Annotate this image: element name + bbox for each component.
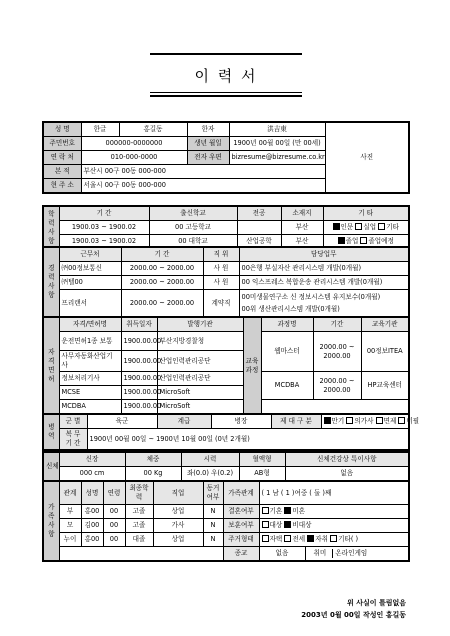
license-date[interactable]: 1900.00.00 [121,332,157,351]
checkbox[interactable] [378,223,385,230]
personal-table [42,121,410,194]
rank-label: 계급 [157,414,211,429]
table-row [43,519,409,533]
career-company[interactable]: ㈜00정보통신 [59,262,121,276]
hanja-label: 한자 [187,122,229,137]
option-label: 기타( ) [338,535,359,543]
signature-line: 2003년 0월 00일 작성인 홍길동 [301,611,406,619]
email-label: 전자 우편 [187,151,229,165]
relation-label: 가족관계 [223,481,259,505]
option-label: 미필 [406,417,420,425]
career-period[interactable]: 2000.00 ~ 2000.00 [121,276,203,290]
family-age[interactable]: 00 [103,533,125,547]
religion-value[interactable]: 없음 [259,547,305,562]
family-header-rel: 관계 [59,481,81,505]
family-header-edu: 최종학력 [125,481,153,505]
option-label: 면제 [383,417,397,425]
checkbox[interactable] [355,223,362,230]
checkbox[interactable] [376,417,383,424]
training-header-org: 교육기관 [361,317,409,332]
license-date[interactable]: 1900.00.00 [121,400,157,415]
option-label: 기타 [386,223,399,231]
option-label: 인문 [340,223,354,231]
table-row [43,276,409,290]
discharge-options [321,414,420,429]
license-name[interactable]: 정보처리기사 [59,372,121,386]
license-training-table [42,316,410,415]
photo-box: 사진 [325,122,409,193]
career-position[interactable]: 사 원 [203,262,239,276]
training-period[interactable]: 2000.00 ~ 2000.00 [313,372,361,400]
checkbox-checked[interactable] [324,417,331,424]
license-issuer[interactable]: MicroSoft [157,400,243,415]
family-table [42,480,410,562]
hobby-value[interactable]: 온라인게임 [335,549,368,557]
title-box [150,53,302,97]
blood-header: 혈액형 [239,452,285,467]
veteran-label: 보훈여부 [223,519,259,533]
checkbox[interactable] [330,535,337,542]
family-live[interactable]: N [203,505,223,519]
edu-location[interactable]: 부산 [281,221,323,235]
license-date[interactable]: 1900.00.00 [121,372,157,386]
family-header-job: 직업 [153,481,203,505]
edu-header-location: 소재지 [281,206,323,221]
option-label: 자택 [269,535,283,543]
checkbox[interactable] [262,521,269,528]
table-row [43,221,409,235]
career-duty[interactable]: 00은행 부실자산 관리시스템 개발(0개월) [239,262,409,276]
origin-value[interactable]: 부산시 00구 00동 000-000 [81,165,325,179]
family-empty [59,547,223,562]
address-label: 현 주 소 [43,179,81,194]
checkbox[interactable] [360,237,367,244]
edu-other [323,221,409,235]
housing-label: 주거형태 [223,533,259,547]
service-period-label: 복 무 기 간 [59,429,87,451]
family-job[interactable]: 상업 [153,505,203,519]
branch-label: 군 별 [59,414,87,429]
family-name[interactable]: 홍00 [81,533,103,547]
career-header-company: 근무처 [59,247,121,262]
option-label: 전세 [292,535,306,543]
blood-value[interactable]: AB형 [239,467,285,482]
career-position[interactable]: 사 원 [203,276,239,290]
edu-school[interactable]: 00 대학교 [149,235,237,250]
training-empty [261,400,409,415]
name-label: 성 명 [43,122,81,137]
option-label: 실업 [363,223,377,231]
edu-header-period: 기 간 [59,206,149,221]
education-section-label: 학력사항 [43,206,59,249]
family-section-label: 가족사항 [43,481,59,561]
table-row [43,262,409,276]
career-duty-multi[interactable] [239,290,409,318]
health-value[interactable]: 없음 [285,467,409,482]
marriage-label: 결혼여부 [223,505,259,519]
name-ko-label: 한글 [81,122,119,137]
training-org[interactable]: HP교육센터 [361,372,409,400]
license-name[interactable]: 사무자동화산업기사 [59,351,121,372]
weight-value[interactable]: 00 Kg [125,467,181,482]
license-name[interactable]: MCSE [59,386,121,400]
license-name[interactable]: MCDBA [59,400,121,415]
height-header: 신장 [59,452,125,467]
edu-header-other: 기 타 [323,206,409,221]
career-header-duty: 담당업무 [239,247,409,262]
career-position[interactable]: 계약직 [203,290,239,318]
family-job[interactable]: 상업 [153,533,203,547]
family-rel[interactable]: 모 [59,519,81,533]
checkbox-checked[interactable] [284,521,291,528]
edu-header-major: 전공 [237,206,281,221]
checkbox[interactable] [398,417,405,424]
family-name[interactable]: 김00 [81,519,103,533]
option-label: 의가사 [354,417,374,425]
checkbox-checked[interactable] [338,237,345,244]
option-label: 기혼 [269,507,283,515]
family-name[interactable]: 홍00 [81,505,103,519]
license-header-name: 자격/면허명 [59,317,121,332]
edu-period[interactable]: 1900.03 ~ 1900.02 [59,235,149,250]
license-section-label: 자격면허 [43,317,59,414]
weight-header: 체중 [125,452,181,467]
family-live[interactable]: N [203,519,223,533]
page-title: 이 력 서 [194,67,258,85]
family-live[interactable]: N [203,533,223,547]
body-section-label: 신체 [43,452,59,481]
checkbox[interactable] [262,507,269,514]
checkbox[interactable] [262,535,269,542]
checkbox[interactable] [284,535,291,542]
license-header-date: 취득일자 [121,317,157,332]
training-section-label: 교육과정 [243,317,261,414]
edu-header-school: 출신학교 [149,206,237,221]
family-header-live: 동거여부 [203,481,223,505]
edu-period[interactable]: 1900.03 ~ 1900.02 [59,221,149,235]
rank-value[interactable]: 병장 [211,414,271,429]
training-name[interactable]: 웹마스터 [261,332,313,372]
hobby-cell [305,547,409,562]
checkbox[interactable] [346,417,353,424]
option-label: 자취 [315,535,328,543]
career-company[interactable]: 프리랜서 [59,290,121,318]
rrn-label: 주민번호 [43,137,81,151]
license-name[interactable]: 운전면허1종 보통 [59,332,121,351]
duty-line: 00미생물연구소 신 정보시스템 유지보수(0개월) [241,292,381,301]
checkbox-checked[interactable] [307,535,314,542]
vision-value[interactable]: 좌(0.0) 우(0.2) [181,467,239,482]
checkbox-checked[interactable] [284,507,291,514]
edu-major[interactable]: 산업공학 [237,235,281,250]
address-value[interactable]: 서울시 00구 00동 000-000 [81,179,325,194]
family-edu[interactable]: 대졸 [125,533,153,547]
body-table [42,451,410,482]
career-company[interactable]: ㈜텔00 [59,276,121,290]
career-period[interactable]: 2000.00 ~ 2000.00 [121,290,203,318]
option-label: 졸업예정 [368,237,394,245]
family-header-age: 연령 [103,481,125,505]
family-rel[interactable]: 부 [59,505,81,519]
license-issuer[interactable]: 산업인력관리공단 [157,351,243,372]
duty-line: 00위 생산관리시스템 개발(0개월) [241,304,340,313]
checkbox-checked[interactable] [333,223,340,230]
health-header: 신체건강상 특이사항 [285,452,409,467]
phone-label: 연 락 처 [43,151,81,165]
table-row [43,505,409,519]
edu-school[interactable]: 00 고등학교 [149,221,237,235]
option-label: 미혼 [292,507,306,515]
license-header-issuer: 발행기관 [157,317,243,332]
birth-label: 생년 월일 [187,137,229,151]
table-row [43,400,409,415]
license-date[interactable]: 1900.00.00 [121,351,157,372]
family-age[interactable]: 00 [103,519,125,533]
family-job[interactable]: 가사 [153,519,203,533]
birth-value[interactable]: 1900년 00월 00일 (만 00세) [229,137,325,151]
license-date[interactable]: 1900.00.00 [121,386,157,400]
option-label: 대상 [269,521,283,529]
veteran-options [259,519,409,533]
vision-header: 시력 [181,452,239,467]
phone-value[interactable]: 010-000-0000 [81,151,187,165]
marriage-options [259,505,409,519]
table-row [43,332,409,351]
training-period[interactable]: 2000.00 ~ 2000.00 [313,332,361,372]
family-header-name: 성명 [81,481,103,505]
education-table [42,205,410,250]
hanja-value[interactable]: 洪吉東 [229,122,325,137]
training-org[interactable]: 00정보ITEA [361,332,409,372]
origin-label: 본 적 [43,165,81,179]
career-header-position: 직 위 [203,247,239,262]
table-row [43,372,409,386]
name-value[interactable]: 홍길동 [119,122,187,137]
license-issuer[interactable]: 부산지방경찰청 [157,332,243,351]
option-label: 만기 [331,417,345,425]
family-rel[interactable]: 누이 [59,533,81,547]
height-value[interactable]: 000 cm [59,467,125,482]
career-table [42,246,410,318]
branch-value[interactable]: 육군 [87,414,157,429]
religion-label: 종교 [223,547,259,562]
edu-location[interactable]: 부산 [281,235,323,250]
career-header-period: 기 간 [121,247,203,262]
discharge-label: 제 대 구 분 [271,414,321,429]
statement-text: 위 사실이 틀림없음 [347,599,406,607]
military-table [42,413,420,451]
option-label: 비대상 [292,521,312,529]
table-row [43,533,409,547]
relation-value[interactable]: ( 1 남 ( 1 )여중 ( 둘 )째 [259,481,409,505]
training-header-name: 과정명 [261,317,313,332]
military-section-label: 병역 [43,414,59,450]
family-edu[interactable]: 고졸 [125,519,153,533]
service-period-value[interactable]: 1900년 00월 00일 ~ 1900년 10월 00일 (0년 2개월) [87,429,409,451]
career-duty[interactable]: 00 익스프레스 복합운송 관리시스템 개발(0개월) [239,276,409,290]
career-section-label: 경력사항 [43,247,59,317]
rrn-value[interactable]: 000000-0000000 [81,137,187,151]
training-header-period: 기간 [313,317,361,332]
hobby-label: 취미 [308,549,334,558]
edu-major[interactable] [237,221,281,235]
email-value[interactable]: bizresume@bizresume.co.kr [229,151,325,165]
option-label: 졸업 [345,237,359,245]
family-age[interactable]: 00 [103,505,125,519]
training-name[interactable]: MCDBA [261,372,313,400]
license-issuer[interactable]: MicroSoft [157,386,243,400]
family-edu[interactable]: 고졸 [125,505,153,519]
housing-options [259,533,409,547]
license-issuer[interactable]: 산업인력관리공단 [157,372,243,386]
table-row [43,290,409,318]
career-period[interactable]: 2000.00 ~ 2000.00 [121,262,203,276]
